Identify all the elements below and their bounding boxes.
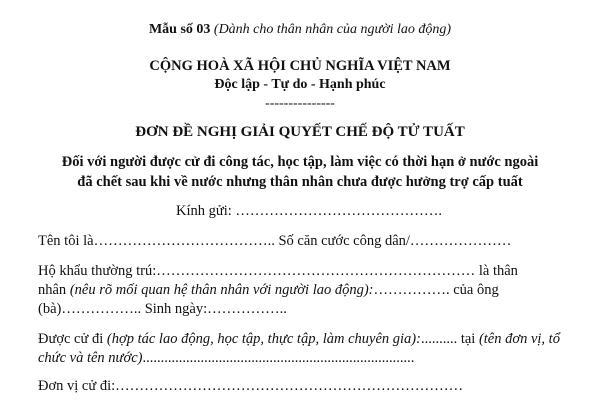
field-duoc-cu-dots: .......... tại	[420, 331, 476, 347]
field-kinh-gui: Kính gửi: …………………………………….	[176, 203, 443, 219]
field-duoc-cu-hint: (hợp tác lao động, học tập, thực tập, làm chuyên gia):	[106, 331, 421, 347]
field-duoc-cu-hint3: chức và tên nước)	[38, 350, 143, 366]
document-subtitle-line2: đã chết sau khi về nước nhưng thân nhân chưa được hưởng trợ cấp tuất	[77, 174, 523, 190]
field-don-vi-cu-di: Đơn vị cử đi:………………………………………………………………	[38, 378, 464, 394]
national-title: CỘNG HOÀ XÃ HỘI CHỦ NGHĨA VIỆT NAM	[149, 58, 451, 74]
form-note: (Dành cho thân nhân của người lao động)	[213, 22, 452, 37]
field-ho-khau-hint: (nêu rõ mối quan hệ thân nhân với người lao động):	[69, 282, 374, 298]
field-ho-khau-prefix: nhân	[38, 282, 67, 298]
form-code: Mẫu số 03	[148, 22, 211, 37]
field-duoc-cu-prefix: Được cử đi	[38, 331, 104, 347]
field-ho-khau-line1: Hộ khẩu thường trú:………………………………………………………… là thân	[38, 263, 518, 279]
document-subtitle-line1: Đối với người được cử đi công tác, học tập, làm việc có thời hạn ở nước ngoài	[61, 154, 539, 170]
field-ho-khau-suffix: ……………. của ông	[373, 282, 499, 298]
document-title: ĐƠN ĐỀ NGHỊ GIẢI QUYẾT CHẾ ĐỘ TỬ TUẤT	[135, 124, 465, 140]
field-ba-sinh-ngay: (bà)…………….. Sinh ngày:……………..	[38, 301, 287, 317]
field-duoc-cu-dots2: ...........................................................................	[142, 350, 415, 366]
header-divider: ---------------	[265, 96, 335, 111]
field-ho-khau-line2	[38, 282, 499, 299]
field-ten-toi: Tên tôi là……………………………….. Số căn cước công dân/…………………	[38, 233, 512, 249]
field-duoc-cu-hint2: (tên đơn vị, tổ	[478, 331, 560, 347]
form-code-line	[0, 22, 600, 38]
field-duoc-cu-line1	[38, 331, 560, 348]
field-duoc-cu-line2	[38, 350, 414, 367]
national-motto: Độc lập - Tự do - Hạnh phúc	[214, 77, 386, 92]
